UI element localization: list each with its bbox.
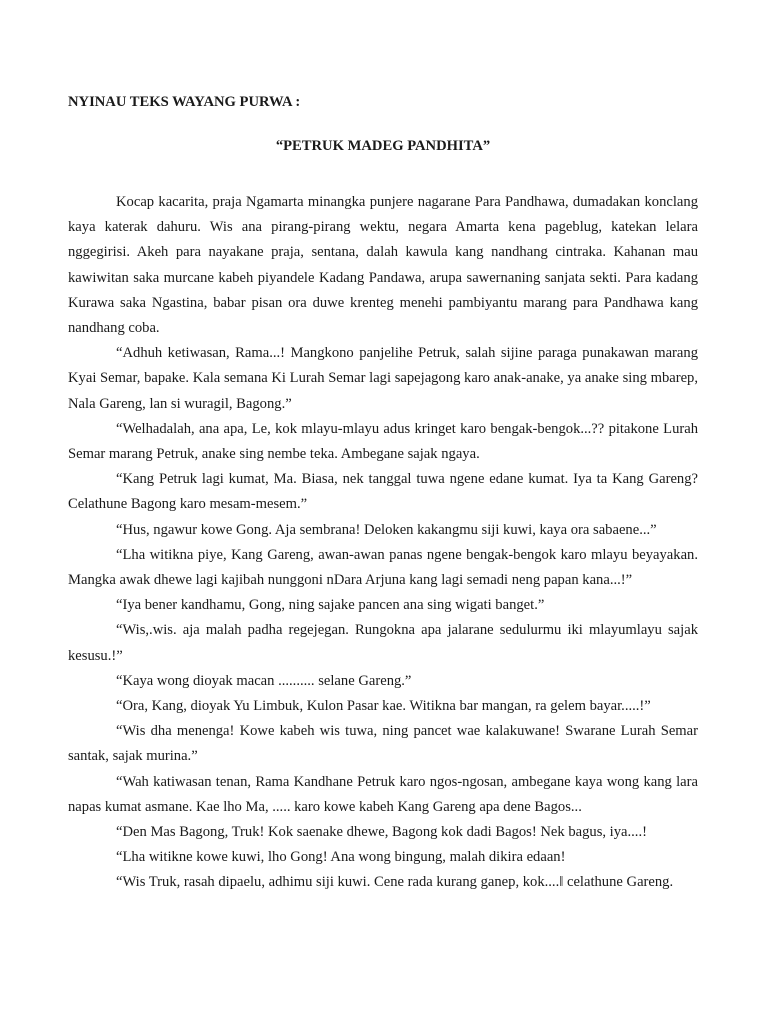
paragraph: “Den Mas Bagong, Truk! Kok saenake dhewe, Bagong kok dadi Bagos! Nek bagus, iya....! <box>116 824 647 841</box>
paragraph: “Lha witikne kowe kuwi, lho Gong! Ana wong bingung, malah dikira edaan! <box>116 849 566 866</box>
paragraph: “Kang Petruk lagi kumat, Ma. Biasa, nek tanggal tuwa ngene edane kumat. Iya ta Kang Gareng? Celathune Bagong karo mesam-mesem.” <box>68 471 698 513</box>
paragraph: “Welhadalah, ana apa, Le, kok mlayu-mlayu adus kringet karo bengak-bengok...?? pitakone Lurah Semar marang Petruk, anake sing nembe teka. Ambegane sajak ngaya. <box>68 420 698 463</box>
paragraph: “Lha witikna piye, Kang Gareng, awan-awan panas ngene bengak-bengok karo mlayu beyayakan. Mangka awak dhewe lagi kajibah nunggoni nDara Arjuna kang lagi semadi neng papan kana...!” <box>68 546 698 589</box>
paragraph: “Kaya wong dioyak macan .......... selane Gareng.” <box>116 672 412 689</box>
paragraph: “Hus, ngawur kowe Gong. Aja sembrana! Deloken kakangmu siji kuwi, kaya ora sabaene...” <box>116 521 657 538</box>
paragraph: Kocap kacarita, praja Ngamarta minangka punjere nagarane Para Pandhawa, dumadakan konclang kaya katerak dahuru. Wis ana pirang-pirang wektu, negara Amarta kena pageblug, katekan lelara nggegirisi. Akeh para nayakane praja, sentana, dalah kawula kang nandhang cintraka. Kahanan mau kawiwitan saka murcane kabeh piyandele Kadang Pandawa, arupa sawernaning sanjata sekti. Para kadang Kurawa saka Ngastina, babar pisan ora duwe krenteg menehi pambiyantu marang para Pandhawa kang nandhang coba. <box>68 194 698 337</box>
paragraph: “Iya bener kandhamu, Gong, ning sajake pancen ana sing wigati banget.” <box>116 597 545 614</box>
paragraph: “Wah katiwasan tenan, Rama Kandhane Petruk karo ngos-ngosan, ambegane kaya wong kang lara napas kumat asmane. Kae lho Ma, ..... karo kowe kabeh Kang Gareng apa dene Bagos... <box>68 773 698 815</box>
paragraph: “Wis,.wis. aja malah padha regejegan. Rungokna apa jalarane sedulurmu iki mlayumlayu sajak kesusu.!” <box>68 622 698 664</box>
paragraph: “Wis Truk, rasah dipaelu, adhimu siji kuwi. Cene rada kurang ganep, kok....‖ celathune Gareng. <box>116 874 674 891</box>
paragraph: “Wis dha menenga! Kowe kabeh wis tuwa, ning pancet wae kalakuwane! Swarane Lurah Semar santak, sajak murina.” <box>68 723 698 765</box>
paragraph: “Adhuh ketiwasan, Rama...! Mangkono panjelihe Petruk, salah sijine paraga punakawan marang Kyai Semar, bapake. Kala semana Ki Lurah Semar lagi sapejagong karo anak-anake, ya anake sing mbarep, Nala Gareng, lan si wuragil, Bagong.” <box>68 345 698 412</box>
story-body <box>68 190 698 896</box>
story-title: “PETRUK MADEG PANDHITA” <box>275 138 491 154</box>
document-page <box>68 92 698 896</box>
document-heading: NYINAU TEKS WAYANG PURWA : <box>68 94 301 110</box>
paragraph: “Ora, Kang, dioyak Yu Limbuk, Kulon Pasar kae. Witikna bar mangan, ra gelem bayar.....!” <box>116 698 651 715</box>
